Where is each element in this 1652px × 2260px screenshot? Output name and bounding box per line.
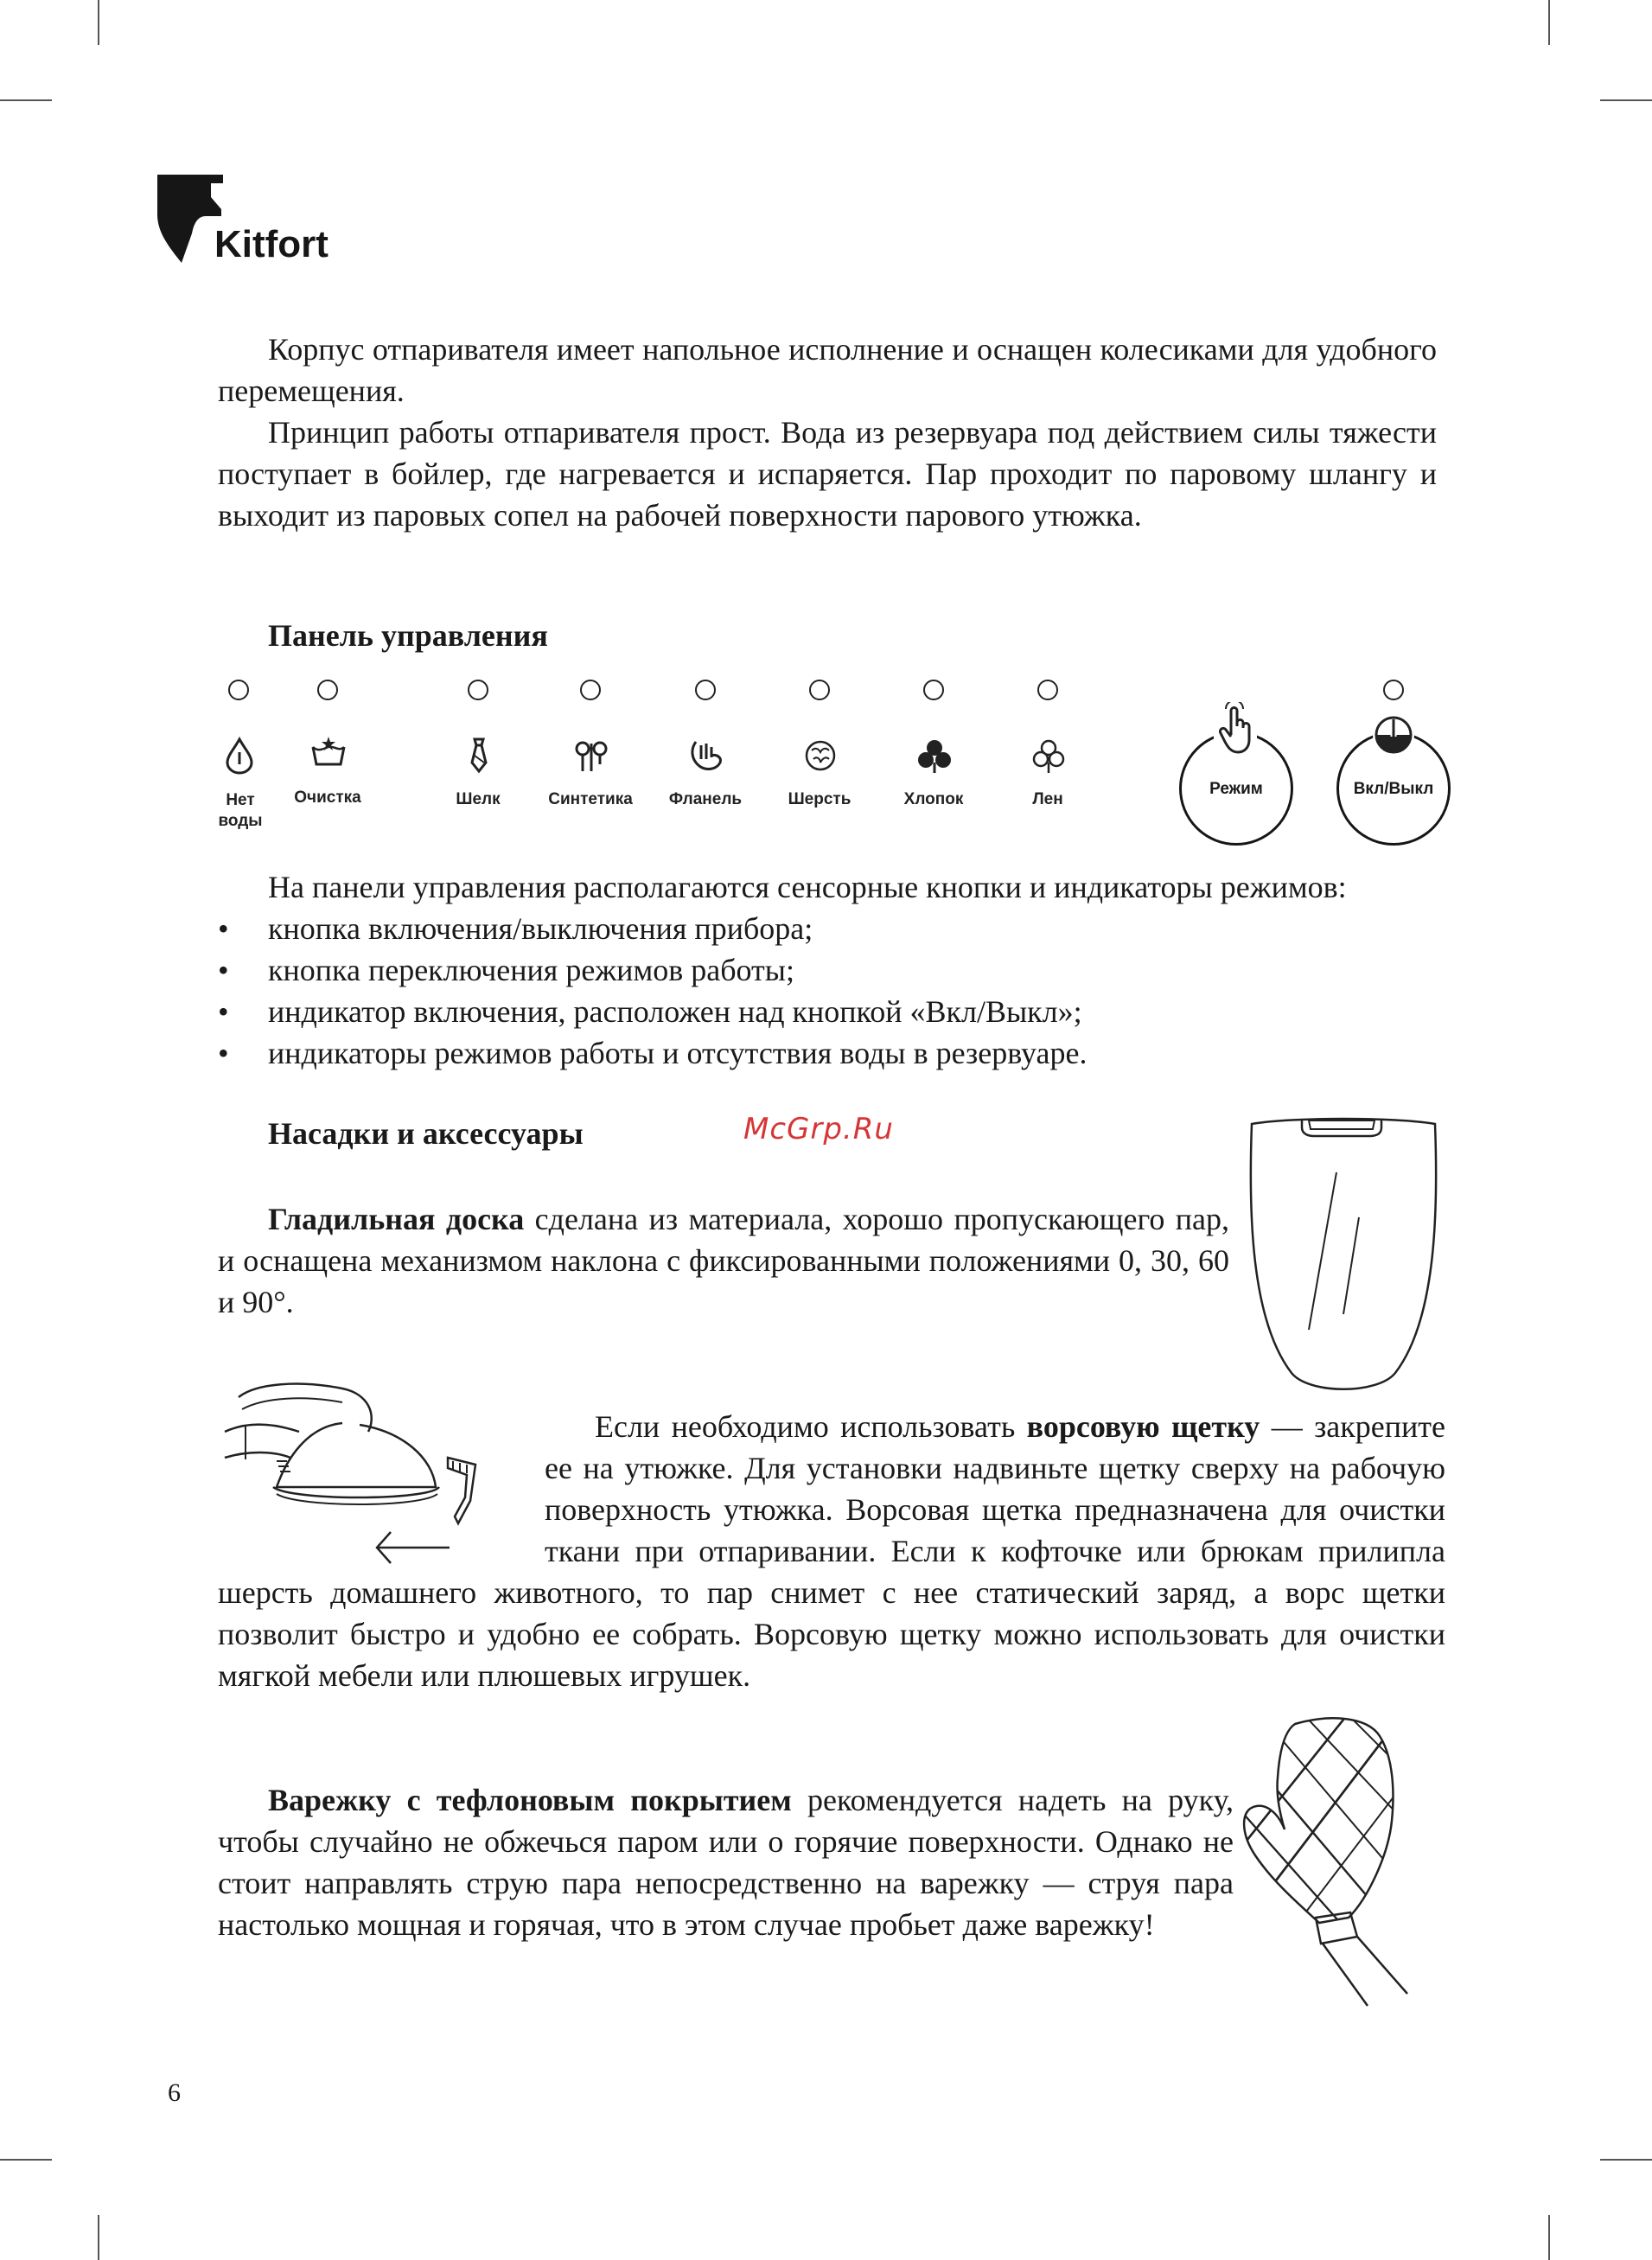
crop-mark bbox=[1600, 99, 1652, 101]
label-silk: Шелк bbox=[456, 790, 501, 808]
label-synthetic: Синтетика bbox=[548, 790, 633, 808]
silk-tie-icon bbox=[460, 737, 498, 775]
label-no-water-line2: воды bbox=[218, 812, 263, 830]
ironing-board-paragraph bbox=[218, 1198, 1229, 1323]
power-icon bbox=[1371, 712, 1416, 757]
water-drop-icon bbox=[220, 737, 258, 775]
indicator-wool bbox=[809, 680, 830, 700]
label-cleaning: Очистка bbox=[294, 788, 361, 807]
panel-items-list bbox=[218, 908, 1445, 1074]
mitt-text bbox=[218, 1779, 1234, 1945]
brush-paragraph bbox=[218, 1406, 1445, 1696]
list-item: • кнопка включения/выключения прибора; bbox=[218, 908, 1445, 949]
synthetic-icon bbox=[572, 737, 610, 775]
list-item: • индикаторы режимов работы и отсутствия воды в резервуаре. bbox=[218, 1032, 1445, 1074]
ironing-board-bold: Гладильная доска bbox=[268, 1202, 525, 1236]
label-flannel: Фланель bbox=[668, 790, 743, 808]
intro-paragraph-2: Принцип работы отпаривателя прост. Вода из резервуара под действием силы тяжести поступает в бойлер, где нагревается и испаряется. Пар проходит по паровому шлангу и выходит из паровых сопел на рабочей поверхности парового утюжка. bbox=[218, 415, 1437, 533]
watermark: McGrp.Ru bbox=[743, 1112, 894, 1146]
cotton-icon bbox=[915, 737, 954, 775]
indicator-synthetic bbox=[580, 680, 601, 700]
ironing-board-illustration bbox=[1240, 1114, 1447, 1408]
ironing-board-rest: сделана из материала, хорошо пропускающего пар, и оснащена механизмом наклона с фиксированными положениями 0, 30, 60 и 90°. bbox=[218, 1202, 1230, 1319]
brand-name: Kitfort bbox=[214, 223, 328, 265]
brush-bold: ворсовую щетку bbox=[1026, 1409, 1260, 1444]
crop-mark bbox=[1600, 2159, 1652, 2161]
indicator-power bbox=[1383, 680, 1404, 700]
label-wool: Шерсть bbox=[788, 790, 852, 808]
crop-mark bbox=[0, 99, 52, 101]
indicator-cleaning bbox=[317, 680, 338, 700]
label-cotton: Хлопок bbox=[903, 790, 964, 808]
panel-description bbox=[218, 866, 1445, 908]
indicator-linen bbox=[1037, 680, 1058, 700]
intro-paragraph-1: Корпус отпаривателя имеет напольное исполнение и оснащен колесиками для удобного перемещения. bbox=[218, 332, 1437, 408]
crop-mark bbox=[0, 2159, 52, 2161]
accessories-heading: Насадки и аксессуары bbox=[268, 1116, 584, 1151]
power-button-label: Вкл/Выкл bbox=[1353, 780, 1434, 798]
list-item: • индикатор включения, расположен над кнопкой «Вкл/Выкл»; bbox=[218, 991, 1445, 1032]
wool-icon bbox=[801, 737, 839, 775]
panel-description-text: На панели управления располагаются сенсорные кнопки и индикаторы режимов: bbox=[268, 870, 1347, 904]
indicator-cotton bbox=[923, 680, 944, 700]
indicator-silk bbox=[468, 680, 488, 700]
crop-mark bbox=[98, 2215, 99, 2260]
flannel-icon bbox=[687, 737, 725, 775]
mitt-bold: Варежку с тефлоновым покрытием bbox=[268, 1783, 792, 1817]
brush-text bbox=[218, 1406, 1445, 1696]
mode-button-label: Режим bbox=[1209, 780, 1263, 798]
crop-mark bbox=[1548, 0, 1550, 45]
label-no-water bbox=[207, 790, 273, 832]
brush-text-rest: — закрепите ее на утюжке. Для установки надвиньте щетку сверху на рабочую поверхность утюжка. Ворсовая щетка предназначена для очистки ткани при отпаривании. Если к кофточке или брюкам прилипла шерсть домашнего животного, то пар снимет с нее статический заряд, а ворс щетки позволит быстро и удобно ее собрать. Ворсовую щетку можно использовать для очистки мягкой мебели или плюшевых игрушек. bbox=[218, 1409, 1445, 1693]
brush-text-intro: Если необходимо использовать bbox=[595, 1409, 1027, 1444]
label-linen: Лен bbox=[1032, 790, 1063, 808]
list-item: • кнопка переключения режимов работы; bbox=[218, 949, 1445, 991]
cleaning-icon bbox=[309, 733, 348, 771]
indicator-no-water bbox=[228, 680, 249, 700]
touch-hand-icon bbox=[1214, 702, 1257, 756]
control-panel-heading: Панель управления bbox=[268, 618, 548, 653]
page-number: 6 bbox=[168, 2078, 181, 2107]
linen-icon bbox=[1030, 737, 1068, 775]
intro-text bbox=[218, 329, 1437, 536]
label-no-water-line1: Нет bbox=[226, 791, 255, 809]
ironing-board-text bbox=[218, 1198, 1229, 1323]
mitt-paragraph bbox=[218, 1779, 1234, 1945]
mitt-rest: рекомендуется надеть на руку, чтобы случайно не обжечься паром или о горячие поверхности. Однако не стоит направлять струю пара непосредственно на варежку — струя пара настолько мощная и горячая, что в этом случае пробьет даже варежку! bbox=[218, 1783, 1234, 1942]
crop-mark bbox=[1548, 2215, 1550, 2260]
crop-mark bbox=[98, 0, 99, 45]
brush-text-float bbox=[218, 1406, 545, 1572]
indicator-flannel bbox=[695, 680, 716, 700]
oven-mitt-illustration bbox=[1238, 1717, 1454, 2016]
